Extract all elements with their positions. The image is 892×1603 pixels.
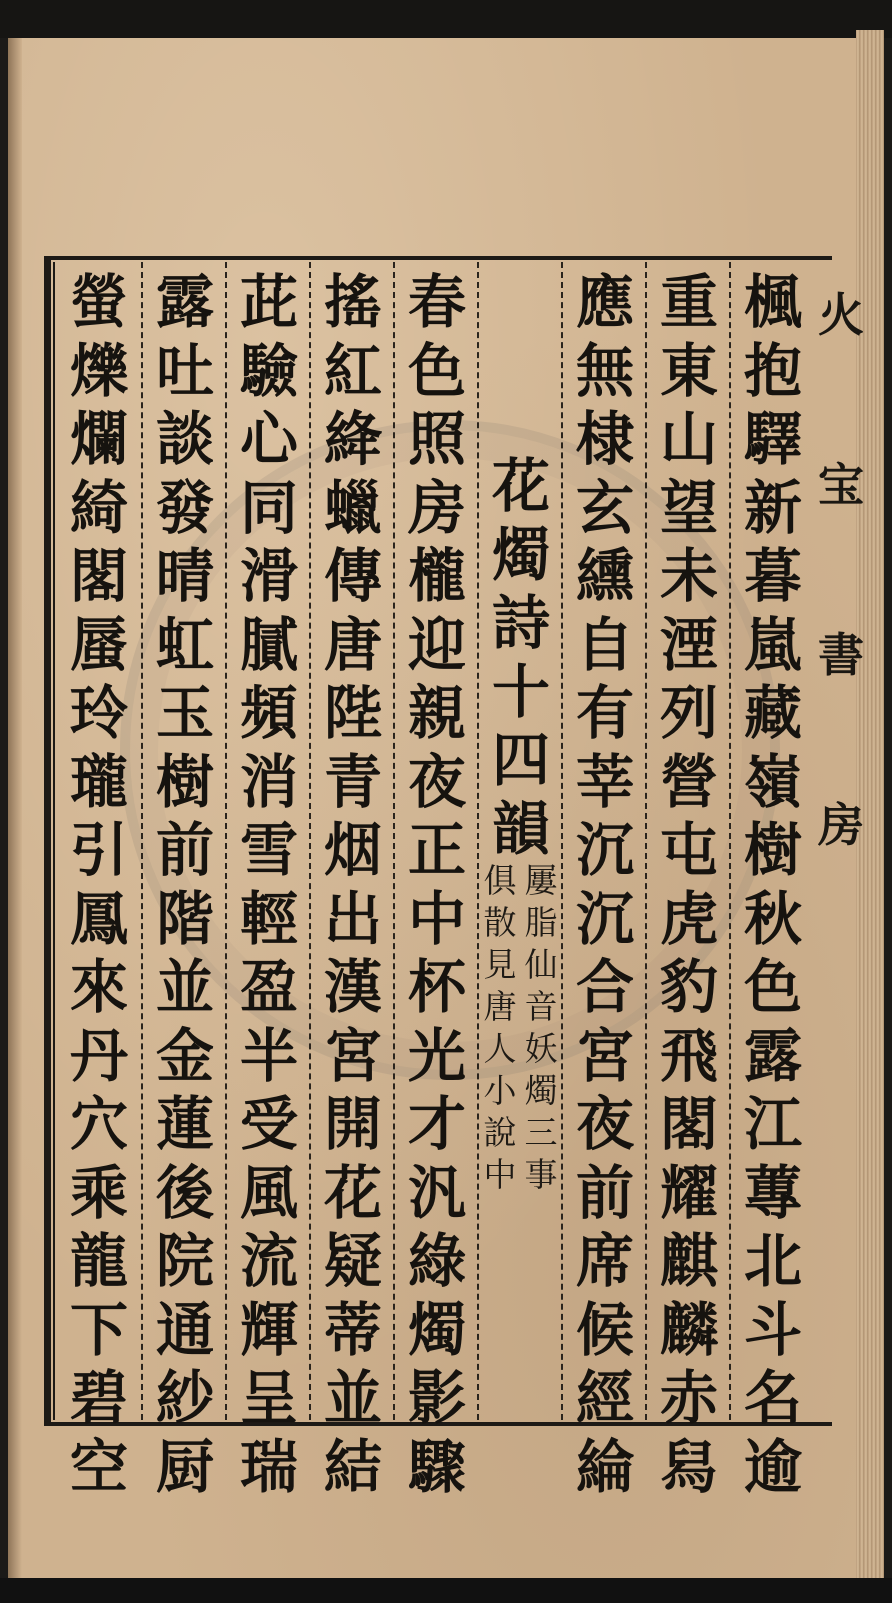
glyph: 飛 xyxy=(659,1021,718,1090)
glyph: 蒂 xyxy=(323,1295,382,1364)
glyph: 四 xyxy=(491,726,550,794)
glyph: 乘 xyxy=(69,1158,128,1227)
glyph: 晴 xyxy=(155,542,214,610)
glyph: 纁 xyxy=(575,542,634,610)
glyph: 照 xyxy=(407,405,466,473)
glyph: 宮 xyxy=(575,1021,634,1090)
annotation-column-2 xyxy=(481,860,519,1603)
glyph: 秋 xyxy=(743,884,802,953)
glyph: 樹 xyxy=(155,747,214,816)
glyph: 人 xyxy=(483,1029,517,1068)
glyph: 閣 xyxy=(659,1090,718,1158)
glyph: 未 xyxy=(659,542,718,610)
glyph: 玲 xyxy=(69,679,128,747)
glyph: 暮 xyxy=(743,542,802,610)
glyph: 前 xyxy=(155,816,214,884)
glyph: 樹 xyxy=(743,816,802,884)
glyph: 櫳 xyxy=(407,542,466,610)
glyph: 青 xyxy=(323,747,382,816)
glyph: 碧 xyxy=(69,1364,128,1432)
glyph: 虹 xyxy=(155,610,214,679)
glyph: 中 xyxy=(407,884,466,953)
glyph: 丹 xyxy=(69,1021,128,1090)
glyph: 紗 xyxy=(155,1364,214,1432)
glyph: 流 xyxy=(239,1227,298,1295)
text-column-6 xyxy=(227,268,311,1501)
glyph: 色 xyxy=(743,953,802,1021)
glyph: 蓴 xyxy=(743,1158,802,1227)
glyph: 應 xyxy=(575,268,634,336)
glyph: 並 xyxy=(155,953,214,1021)
glyph: 迎 xyxy=(407,610,466,679)
glyph: 驗 xyxy=(239,336,298,405)
glyph: 夜 xyxy=(575,1090,634,1158)
glyph: 來 xyxy=(69,953,128,1021)
glyph: 楓 xyxy=(743,268,802,336)
glyph: 漢 xyxy=(323,953,382,1021)
glyph: 半 xyxy=(239,1021,298,1090)
glyph: 麒 xyxy=(659,1227,718,1295)
glyph: 候 xyxy=(575,1295,634,1364)
glyph: 並 xyxy=(323,1364,382,1432)
glyph: 房 xyxy=(407,473,466,542)
glyph: 頻 xyxy=(239,679,298,747)
glyph: 斗 xyxy=(743,1295,802,1364)
glyph: 後 xyxy=(155,1158,214,1227)
glyph: 玄 xyxy=(575,473,634,542)
glyph: 瑞 xyxy=(239,1432,298,1501)
glyph: 抱 xyxy=(743,336,802,405)
glyph: 棣 xyxy=(575,405,634,473)
annotation-column-1 xyxy=(522,860,560,1603)
glyph: 藏 xyxy=(743,679,802,747)
glyph: 舄 xyxy=(659,1432,718,1501)
glyph: 瓏 xyxy=(69,747,128,816)
glyph: 下 xyxy=(69,1295,128,1364)
text-column-5 xyxy=(311,268,395,1501)
glyph: 音 xyxy=(524,987,558,1026)
glyph: 夜 xyxy=(407,747,466,816)
glyph: 雪 xyxy=(239,816,298,884)
glyph: 階 xyxy=(155,884,214,953)
glyph: 花 xyxy=(323,1158,382,1227)
glyph: 穴 xyxy=(69,1090,128,1158)
glyph: 嶺 xyxy=(743,747,802,816)
glyph: 蠟 xyxy=(323,473,382,542)
glyph: 驟 xyxy=(407,1432,466,1501)
glyph: 前 xyxy=(575,1158,634,1227)
glyph: 空 xyxy=(69,1432,128,1501)
text-column-3 xyxy=(563,268,647,1501)
glyph: 親 xyxy=(407,679,466,747)
glyph: 唐 xyxy=(483,987,517,1026)
glyph: 自 xyxy=(575,610,634,679)
glyph: 散 xyxy=(483,903,517,942)
header-glyph: 宝 xyxy=(818,458,864,512)
glyph: 搖 xyxy=(323,268,382,336)
glyph: 綠 xyxy=(407,1227,466,1295)
glyph: 談 xyxy=(155,405,214,473)
glyph: 色 xyxy=(407,336,466,405)
glyph: 引 xyxy=(69,816,128,884)
header-glyph: 書 xyxy=(818,628,864,682)
glyph: 有 xyxy=(575,679,634,747)
glyph: 茈 xyxy=(239,268,298,336)
glyph: 屯 xyxy=(659,816,718,884)
glyph: 列 xyxy=(659,679,718,747)
glyph: 爍 xyxy=(69,336,128,405)
glyph: 露 xyxy=(743,1021,802,1090)
glyph: 合 xyxy=(575,953,634,1021)
glyph: 韻 xyxy=(491,794,550,863)
glyph: 心 xyxy=(239,405,298,473)
text-column-4 xyxy=(395,268,479,1501)
glyph: 名 xyxy=(743,1364,802,1432)
glyph: 螢 xyxy=(69,268,128,336)
glyph: 杯 xyxy=(407,953,466,1021)
glyph: 十 xyxy=(491,657,550,726)
glyph: 說 xyxy=(483,1113,517,1152)
glyph: 沉 xyxy=(575,816,634,884)
glyph: 逾 xyxy=(743,1432,802,1501)
scan-top-shadow xyxy=(0,0,892,38)
glyph: 疑 xyxy=(323,1227,382,1295)
glyph: 厨 xyxy=(155,1432,214,1501)
glyph: 無 xyxy=(575,336,634,405)
glyph: 受 xyxy=(239,1090,298,1158)
glyph: 綺 xyxy=(69,473,128,542)
glyph: 露 xyxy=(155,268,214,336)
glyph: 赤 xyxy=(659,1364,718,1432)
glyph: 見 xyxy=(483,945,517,984)
glyph: 院 xyxy=(155,1227,214,1295)
glyph: 綸 xyxy=(575,1432,634,1501)
glyph: 山 xyxy=(659,405,718,473)
text-column-2 xyxy=(647,268,731,1501)
glyph: 席 xyxy=(575,1227,634,1295)
glyph: 新 xyxy=(743,473,802,542)
glyph: 屢 xyxy=(524,861,558,900)
glyph: 風 xyxy=(239,1158,298,1227)
glyph: 正 xyxy=(407,816,466,884)
glyph: 春 xyxy=(407,268,466,336)
glyph: 唐 xyxy=(323,610,382,679)
glyph: 蓮 xyxy=(155,1090,214,1158)
glyph: 詩 xyxy=(491,589,550,657)
glyph: 妖 xyxy=(524,1029,558,1068)
glyph: 膩 xyxy=(239,610,298,679)
glyph: 宮 xyxy=(323,1021,382,1090)
glyph: 望 xyxy=(659,473,718,542)
glyph: 開 xyxy=(323,1090,382,1158)
glyph: 俱 xyxy=(483,861,517,900)
text-column-7 xyxy=(143,268,227,1501)
header-glyph: 房 xyxy=(818,798,864,852)
text-column-8 xyxy=(57,268,141,1501)
glyph: 盈 xyxy=(239,953,298,1021)
glyph: 鳳 xyxy=(69,884,128,953)
text-column-1 xyxy=(731,268,815,1501)
glyph: 發 xyxy=(155,473,214,542)
glyph: 耀 xyxy=(659,1158,718,1227)
glyph: 紅 xyxy=(323,336,382,405)
glyph: 消 xyxy=(239,747,298,816)
glyph: 汎 xyxy=(407,1158,466,1227)
glyph: 麟 xyxy=(659,1295,718,1364)
glyph: 吐 xyxy=(155,336,214,405)
header-glyph: 火 xyxy=(818,288,864,342)
glyph: 燭 xyxy=(407,1295,466,1364)
glyph: 小 xyxy=(483,1071,517,1110)
glyph: 花 xyxy=(491,452,550,520)
glyph: 閣 xyxy=(69,542,128,610)
glyph: 爛 xyxy=(69,405,128,473)
glyph: 仙 xyxy=(524,945,558,984)
glyph: 燭 xyxy=(491,520,550,589)
glyph: 烟 xyxy=(323,816,382,884)
glyph: 三 xyxy=(524,1113,558,1152)
glyph: 結 xyxy=(323,1432,382,1501)
glyph: 虎 xyxy=(659,884,718,953)
glyph: 光 xyxy=(407,1021,466,1090)
glyph: 事 xyxy=(524,1155,558,1194)
glyph: 嵐 xyxy=(743,610,802,679)
glyph: 經 xyxy=(575,1364,634,1432)
glyph: 東 xyxy=(659,336,718,405)
glyph: 輝 xyxy=(239,1295,298,1364)
glyph: 豹 xyxy=(659,953,718,1021)
page-gutter xyxy=(8,38,22,1578)
glyph: 脂 xyxy=(524,903,558,942)
glyph: 龍 xyxy=(69,1227,128,1295)
glyph: 同 xyxy=(239,473,298,542)
glyph: 莘 xyxy=(575,747,634,816)
glyph: 北 xyxy=(743,1227,802,1295)
glyph: 金 xyxy=(155,1021,214,1090)
glyph: 輕 xyxy=(239,884,298,953)
glyph: 沉 xyxy=(575,884,634,953)
glyph: 絳 xyxy=(323,405,382,473)
glyph: 傳 xyxy=(323,542,382,610)
glyph: 通 xyxy=(155,1295,214,1364)
glyph: 江 xyxy=(743,1090,802,1158)
glyph: 滑 xyxy=(239,542,298,610)
glyph: 中 xyxy=(483,1155,517,1194)
glyph: 湮 xyxy=(659,610,718,679)
glyph: 出 xyxy=(323,884,382,953)
glyph: 蜃 xyxy=(69,610,128,679)
glyph: 驛 xyxy=(743,405,802,473)
glyph: 營 xyxy=(659,747,718,816)
glyph: 陛 xyxy=(323,679,382,747)
glyph: 燭 xyxy=(524,1071,558,1110)
glyph: 呈 xyxy=(239,1364,298,1432)
glyph: 才 xyxy=(407,1090,466,1158)
glyph: 影 xyxy=(407,1364,466,1432)
glyph: 玉 xyxy=(155,679,214,747)
glyph: 重 xyxy=(659,268,718,336)
scan-bottom-shadow xyxy=(0,1578,892,1603)
